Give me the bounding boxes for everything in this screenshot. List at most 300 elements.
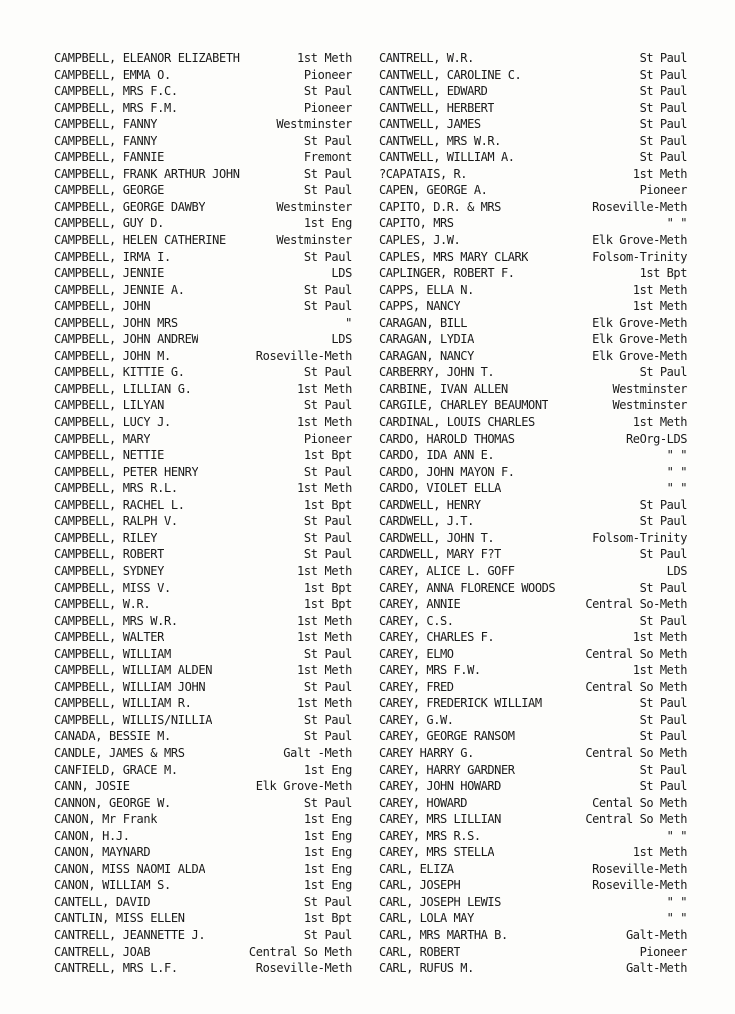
entry-church: St Paul (303, 84, 352, 99)
entry-church: 1st Bpt (303, 580, 352, 595)
entry-name: CAMPBELL, JOHN M. (54, 348, 171, 363)
entry-name: ?CAPATAIS, R. (379, 166, 468, 181)
entry-name: CANON, MAYNARD (54, 845, 151, 860)
directory-entry (54, 580, 352, 597)
directory-entry (379, 762, 687, 779)
directory-entry (379, 877, 687, 894)
entry-name: CARBERRY, JOHN T. (379, 365, 495, 380)
directory-entry (379, 215, 687, 232)
entry-name: CAREY, GEORGE RANSOM (379, 729, 515, 744)
directory-entry (54, 861, 352, 878)
entry-church: " " (666, 481, 687, 496)
entry-name: CAMPBELL, LUCY J. (54, 415, 171, 430)
directory-entry (379, 331, 687, 348)
directory-entry (379, 149, 687, 166)
directory-entry (379, 182, 687, 199)
entry-name: CAMPBELL, WILLIAM R. (54, 696, 192, 711)
entry-church: Fremont (303, 150, 352, 165)
entry-name: CARDWELL, JOHN T. (379, 530, 495, 545)
entry-church: 1st Eng (303, 216, 352, 231)
entry-name: CAREY, JOHN HOWARD (379, 779, 501, 794)
entry-church: St Paul (639, 514, 687, 529)
entry-church: " " (666, 828, 687, 843)
entry-church: St Paul (639, 712, 687, 727)
directory-entry (54, 877, 352, 894)
entry-church: 1st Eng (303, 878, 352, 893)
directory-entry (379, 844, 687, 861)
entry-church: Galt -Meth (283, 745, 352, 760)
entry-name: CANNON, GEORGE W. (54, 795, 171, 810)
entry-church: " (345, 315, 352, 330)
directory-entry (379, 894, 687, 911)
directory-entry (379, 795, 687, 812)
entry-church: St Paul (303, 166, 352, 181)
directory-entry (54, 762, 352, 779)
entry-church: 1st Meth (632, 415, 687, 430)
directory-entry (379, 100, 687, 117)
entry-church: St Paul (303, 183, 352, 198)
directory-entry (379, 464, 687, 481)
entry-church: 1st Bpt (639, 266, 687, 281)
entry-name: CARAGAN, BILL (379, 315, 468, 330)
entry-church: St Paul (303, 365, 352, 380)
directory-entry (54, 282, 352, 299)
entry-name: CAMPBELL, HELEN CATHERINE (54, 233, 226, 248)
directory-entry (54, 844, 352, 861)
directory-entry (54, 397, 352, 414)
directory-entry (379, 166, 687, 183)
entry-name: CAMPBELL, JENNIE A. (54, 282, 185, 297)
entry-church: St Paul (303, 133, 352, 148)
entry-name: CAPITO, D.R. & MRS (379, 199, 501, 214)
entry-name: CANTRELL, W.R. (379, 51, 474, 65)
entry-name: CARL, LOLA MAY (379, 911, 474, 926)
entry-church: St Paul (303, 514, 352, 529)
directory-entry (379, 50, 687, 67)
entry-church: St Paul (303, 398, 352, 413)
directory-entry (379, 646, 687, 663)
entry-name: CAMPBELL, W.R. (54, 597, 151, 612)
entry-name: CAMPBELL, RACHEL L. (54, 497, 185, 512)
entry-name: CAMPBELL, RALPH V. (54, 514, 178, 529)
directory-entry (379, 133, 687, 150)
directory-entry (54, 83, 352, 100)
directory-entry (379, 811, 687, 828)
entry-church: 1st Meth (297, 381, 352, 396)
directory-entry (54, 100, 352, 117)
entry-name: CARAGAN, NANCY (379, 348, 474, 363)
entry-name: CAMPBELL, ELEANOR ELIZABETH (54, 51, 240, 65)
directory-entry (54, 646, 352, 663)
left-column (54, 50, 352, 977)
directory-entry (54, 215, 352, 232)
entry-name: CANON, Mr Frank (54, 812, 158, 827)
entry-name: CANTWELL, CAROLINE C. (379, 67, 522, 82)
entry-name: CAMPBELL, JOHN MRS (54, 315, 178, 330)
directory-entry (54, 944, 352, 961)
entry-name: CAREY HARRY G. (379, 745, 474, 760)
entry-church: 1st Bpt (303, 497, 352, 512)
entry-church: St Paul (639, 613, 687, 628)
entry-name: CARDINAL, LOUIS CHARLES (379, 415, 535, 430)
directory-entry (379, 381, 687, 398)
directory-entry (379, 431, 687, 448)
entry-church: St Paul (303, 464, 352, 479)
directory-entry (379, 828, 687, 845)
entry-name: CANTRELL, MRS L.F. (54, 961, 178, 976)
directory-entry (379, 563, 687, 580)
entry-church: St Paul (303, 530, 352, 545)
entry-name: CAREY, ANNA FLORENCE WOODS (379, 580, 556, 595)
entry-name: CANTWELL, WILLIAM A. (379, 150, 515, 165)
directory-entry (54, 778, 352, 795)
entry-name: CAMPBELL, LILYAN (54, 398, 164, 413)
entry-church: Westminster (612, 398, 687, 413)
entry-church: 1st Meth (632, 282, 687, 297)
entry-church: Roseville-Meth (592, 199, 687, 214)
entry-name: CAMPBELL, EMMA O. (54, 67, 171, 82)
directory-entry (54, 828, 352, 845)
entry-name: CAMPBELL, FANNIE (54, 150, 164, 165)
directory-entry (379, 679, 687, 696)
entry-church: Elk Grove-Meth (592, 332, 687, 347)
entry-church: St Paul (303, 282, 352, 297)
entry-name: CAREY, ALICE L. GOFF (379, 563, 515, 578)
entry-church: St Paul (639, 762, 687, 777)
directory-entry (54, 745, 352, 762)
entry-name: CAPLES, MRS MARY CLARK (379, 249, 529, 264)
directory-entry (379, 282, 687, 299)
directory-entry (54, 480, 352, 497)
entry-name: CAMPBELL, JOHN (54, 299, 151, 314)
directory-entry (379, 944, 687, 961)
directory-entry (379, 232, 687, 249)
entry-church: " " (666, 216, 687, 231)
directory-entry (54, 613, 352, 630)
entry-church: 1st Eng (303, 812, 352, 827)
entry-church: St Paul (303, 894, 352, 909)
entry-name: CARL, ELIZA (379, 861, 454, 876)
directory-entry (54, 712, 352, 729)
directory-entry (54, 662, 352, 679)
directory-entry (379, 695, 687, 712)
directory-entry (54, 811, 352, 828)
directory-entry (54, 679, 352, 696)
directory-entry (379, 910, 687, 927)
entry-church: 1st Meth (297, 51, 352, 65)
entry-church: St Paul (639, 729, 687, 744)
directory-entry (54, 414, 352, 431)
entry-name: CARL, ROBERT (379, 944, 461, 959)
directory-entry (54, 348, 352, 365)
directory-entry (54, 530, 352, 547)
entry-church: LDS (331, 266, 352, 281)
entry-church: LDS (666, 563, 687, 578)
directory-entry (54, 546, 352, 563)
entry-name: CANTLIN, MISS ELLEN (54, 911, 185, 926)
entry-name: CANTELL, DAVID (54, 894, 151, 909)
directory-entry (54, 265, 352, 282)
directory-entry (379, 298, 687, 315)
directory-entry (379, 530, 687, 547)
entry-church: Cental So Meth (592, 795, 687, 810)
entry-church: 1st Bpt (303, 597, 352, 612)
directory-entry (54, 497, 352, 514)
entry-name: CAMPBELL, FANNY (54, 133, 158, 148)
entry-church: Central So Meth (585, 679, 687, 694)
entry-name: CARDO, VIOLET ELLA (379, 481, 501, 496)
entry-church: 1st Bpt (303, 448, 352, 463)
entry-name: CANTWELL, JAMES (379, 117, 481, 132)
entry-name: CAMPBELL, GEORGE (54, 183, 164, 198)
entry-name: CARL, MRS MARTHA B. (379, 927, 508, 942)
entry-church: " " (666, 464, 687, 479)
directory-entry (379, 83, 687, 100)
directory-entry (54, 199, 352, 216)
entry-name: CANTWELL, MRS W.R. (379, 133, 501, 148)
entry-church: Central So Meth (585, 745, 687, 760)
entry-church: St Paul (639, 779, 687, 794)
entry-name: CAREY, MRS R.S. (379, 828, 481, 843)
entry-name: CAPPS, ELLA N. (379, 282, 474, 297)
directory-entry (54, 464, 352, 481)
directory-entry (379, 447, 687, 464)
directory-entry (54, 728, 352, 745)
entry-church: Pioneer (639, 183, 687, 198)
entry-church: St Paul (303, 712, 352, 727)
directory-entry (54, 67, 352, 84)
entry-church: Roseville-Meth (255, 961, 352, 976)
entry-name: CAREY, HARRY GARDNER (379, 762, 515, 777)
entry-name: CAMPBELL, FRANK ARTHUR JOHN (54, 166, 240, 181)
directory-entry (54, 50, 352, 67)
entry-church: 1st Meth (632, 299, 687, 314)
entry-name: CAMPBELL, RILEY (54, 530, 158, 545)
entry-church: St Paul (639, 580, 687, 595)
entry-name: CAMPBELL, IRMA I. (54, 249, 171, 264)
directory-entry (54, 596, 352, 613)
directory-entry (54, 795, 352, 812)
entry-name: CAREY, ELMO (379, 646, 454, 661)
directory-entry (379, 629, 687, 646)
right-column (379, 50, 687, 977)
directory-entry (379, 480, 687, 497)
directory-entry (379, 546, 687, 563)
entry-name: CAMPBELL, GUY D. (54, 216, 164, 231)
entry-name: CARAGAN, LYDIA (379, 332, 474, 347)
entry-church: St Paul (303, 646, 352, 661)
entry-name: CANTWELL, HERBERT (379, 100, 495, 115)
entry-church: 1st Meth (632, 663, 687, 678)
entry-church: 1st Eng (303, 845, 352, 860)
entry-church: Galt-Meth (626, 961, 687, 976)
entry-church: Pioneer (303, 431, 352, 446)
directory-entry (54, 166, 352, 183)
directory-entry (54, 894, 352, 911)
directory-entry (54, 149, 352, 166)
entry-church: Folsom-Trinity (592, 530, 687, 545)
entry-church: Westminster (276, 199, 352, 214)
entry-church: Roseville-Meth (592, 878, 687, 893)
entry-church: 1st Meth (297, 563, 352, 578)
directory-entry (54, 910, 352, 927)
directory-entry (379, 116, 687, 133)
entry-name: CAPEN, GEORGE A. (379, 183, 488, 198)
entry-name: CAREY, C.S. (379, 613, 454, 628)
directory-entry (379, 613, 687, 630)
entry-name: CAMPBELL, MRS W.R. (54, 613, 178, 628)
directory-entry (379, 745, 687, 762)
entry-name: CAMPBELL, WILLIAM JOHN (54, 679, 206, 694)
entry-name: CAREY, FREDERICK WILLIAM (379, 696, 542, 711)
directory-entry (54, 315, 352, 332)
entry-name: CANADA, BESSIE M. (54, 729, 171, 744)
entry-name: CAMPBELL, PETER HENRY (54, 464, 199, 479)
entry-name: CARGILE, CHARLEY BEAUMONT (379, 398, 549, 413)
entry-name: CANFIELD, GRACE M. (54, 762, 178, 777)
entry-name: CAMPBELL, WILLIAM ALDEN (54, 663, 213, 678)
entry-name: CARDWELL, HENRY (379, 497, 481, 512)
entry-church: St Paul (639, 547, 687, 562)
entry-name: CAMPBELL, NETTIE (54, 448, 164, 463)
directory-entry (379, 199, 687, 216)
entry-name: CAREY, HOWARD (379, 795, 468, 810)
directory-entry (54, 927, 352, 944)
entry-name: CAMPBELL, ROBERT (54, 547, 164, 562)
entry-church: St Paul (639, 100, 687, 115)
directory-entry (379, 67, 687, 84)
entry-name: CAMPBELL, WALTER (54, 630, 164, 645)
entry-church: 1st Meth (297, 696, 352, 711)
entry-name: CANON, H.J. (54, 828, 130, 843)
entry-church: LDS (331, 332, 352, 347)
entry-name: CANN, JOSIE (54, 779, 130, 794)
entry-church: St Paul (639, 51, 687, 65)
entry-name: CARDWELL, MARY F?T (379, 547, 501, 562)
entry-name: CAREY, MRS LILLIAN (379, 812, 501, 827)
entry-church: Westminster (276, 117, 352, 132)
directory-entry (379, 249, 687, 266)
entry-church: Central So Meth (585, 812, 687, 827)
entry-name: CAMPBELL, MISS V. (54, 580, 171, 595)
entry-church: " " (666, 448, 687, 463)
entry-name: CANDLE, JAMES & MRS (54, 745, 185, 760)
entry-church: 1st Eng (303, 762, 352, 777)
entry-name: CARDO, JOHN MAYON F. (379, 464, 515, 479)
directory-entry (379, 497, 687, 514)
directory-entry (379, 960, 687, 977)
directory-entry (379, 513, 687, 530)
entry-church: 1st Meth (297, 613, 352, 628)
entry-name: CANON, WILLIAM S. (54, 878, 171, 893)
entry-church: St Paul (639, 365, 687, 380)
entry-name: CARDWELL, J.T. (379, 514, 474, 529)
entry-church: Central So Meth (248, 944, 352, 959)
entry-name: CANTWELL, EDWARD (379, 84, 488, 99)
directory-entry (379, 927, 687, 944)
directory-entry (379, 861, 687, 878)
directory-entry (54, 331, 352, 348)
entry-church: Elk Grove-Meth (592, 233, 687, 248)
entry-church: Central So-Meth (585, 597, 687, 612)
entry-church: Elk Grove-Meth (592, 315, 687, 330)
entry-church: 1st Meth (297, 663, 352, 678)
entry-name: CAPLES, J.W. (379, 233, 461, 248)
entry-church: " " (666, 911, 687, 926)
entry-name: CAMPBELL, MRS F.M. (54, 100, 178, 115)
entry-name: CAMPBELL, MRS F.C. (54, 84, 178, 99)
entry-church: 1st Bpt (303, 911, 352, 926)
entry-church: Westminster (612, 381, 687, 396)
entry-name: CARL, RUFUS M. (379, 961, 474, 976)
directory-entry (379, 364, 687, 381)
entry-name: CAMPBELL, LILLIAN G. (54, 381, 192, 396)
entry-church: Elk Grove-Meth (255, 779, 352, 794)
entry-church: Westminster (276, 233, 352, 248)
entry-church: Pioneer (303, 100, 352, 115)
entry-name: CARL, JOSEPH LEWIS (379, 894, 501, 909)
entry-name: CANTRELL, JEANNETTE J. (54, 927, 206, 942)
directory-entry (54, 364, 352, 381)
entry-name: CAMPBELL, WILLIS/NILLIA (54, 712, 213, 727)
directory-entry (54, 960, 352, 977)
entry-name: CAMPBELL, GEORGE DAWBY (54, 199, 206, 214)
entry-church: St Paul (639, 84, 687, 99)
directory-entry (379, 778, 687, 795)
entry-church: St Paul (303, 299, 352, 314)
entry-church: Pioneer (639, 944, 687, 959)
directory-entry (54, 381, 352, 398)
directory-entry (54, 182, 352, 199)
directory-entry (54, 563, 352, 580)
entry-church: St Paul (303, 679, 352, 694)
entry-name: CARDO, HAROLD THOMAS (379, 431, 515, 446)
entry-church: 1st Eng (303, 861, 352, 876)
entry-church: 1st Eng (303, 828, 352, 843)
entry-church: St Paul (639, 696, 687, 711)
entry-name: CAPPS, NANCY (379, 299, 461, 314)
entry-name: CAREY, G.W. (379, 712, 454, 727)
entry-church: " " (666, 894, 687, 909)
entry-church: St Paul (639, 133, 687, 148)
entry-church: 1st Meth (297, 481, 352, 496)
entry-name: CAMPBELL, KITTIE G. (54, 365, 185, 380)
directory-entry (54, 431, 352, 448)
entry-name: CAREY, ANNIE (379, 597, 461, 612)
entry-name: CAMPBELL, FANNY (54, 117, 158, 132)
entry-church: Central So Meth (585, 646, 687, 661)
entry-church: Pioneer (303, 67, 352, 82)
directory-entry (379, 728, 687, 745)
entry-name: CAPLINGER, ROBERT F. (379, 266, 515, 281)
directory-entry (54, 298, 352, 315)
entry-church: Galt-Meth (626, 927, 687, 942)
entry-name: CAMPBELL, JENNIE (54, 266, 164, 281)
entry-church: St Paul (303, 729, 352, 744)
directory-entry (54, 116, 352, 133)
directory-entry (54, 513, 352, 530)
directory-entry (54, 447, 352, 464)
entry-name: CAMPBELL, JOHN ANDREW (54, 332, 199, 347)
entry-name: CARBINE, IVAN ALLEN (379, 381, 508, 396)
entry-name: CANON, MISS NAOMI ALDA (54, 861, 206, 876)
entry-name: CAMPBELL, MRS R.L. (54, 481, 178, 496)
entry-church: St Paul (303, 795, 352, 810)
entry-name: CAMPBELL, MARY (54, 431, 151, 446)
entry-church: ReOrg-LDS (626, 431, 687, 446)
entry-name: CAPITO, MRS (379, 216, 454, 231)
directory-entry (379, 580, 687, 597)
